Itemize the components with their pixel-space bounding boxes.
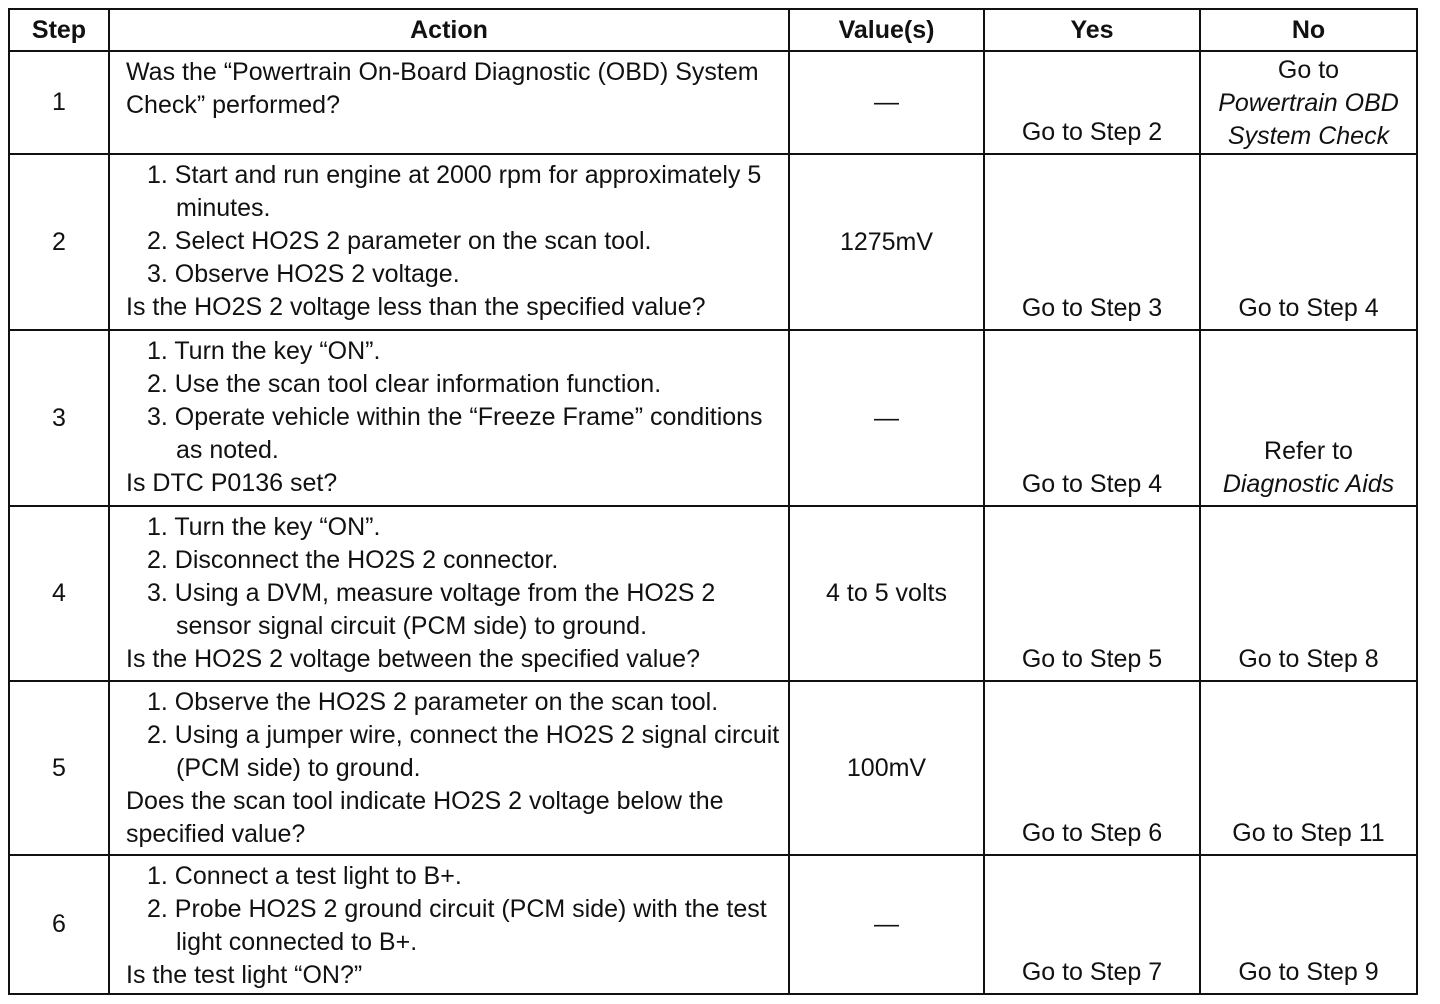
action-question: Is the HO2S 2 voltage between the specified value? (126, 645, 700, 673)
substep: 3. Using a DVM, measure voltage from the HO2S 2 sensor signal circuit (PCM side) to ground. (147, 579, 716, 640)
action-cell (109, 330, 789, 506)
step-number: 5 (9, 681, 109, 855)
substep: 2. Probe HO2S 2 ground circuit (PCM side) with the test light connected to B+. (147, 895, 767, 956)
no-reference-link[interactable]: Diagnostic Aids (1222, 470, 1395, 498)
substep-list (126, 860, 780, 959)
no-cell: Go to Step 9 (1200, 855, 1417, 994)
yes-cell: Go to Step 6 (984, 681, 1200, 855)
substep: 3. Operate vehicle within the “Freeze Frame” conditions as noted. (147, 403, 763, 464)
substep: 1. Turn the key “ON”. (147, 337, 381, 365)
substep-list (126, 686, 780, 785)
substep: 2. Disconnect the HO2S 2 connector. (147, 546, 559, 574)
substep: 1. Start and run engine at 2000 rpm for approximately 5 minutes. (147, 161, 762, 222)
no-cell: Go to Step 4 (1200, 154, 1417, 330)
step-number: 2 (9, 154, 109, 330)
table-row (9, 154, 1417, 330)
header-step: Step (9, 9, 109, 51)
value-cell: 100mV (789, 681, 984, 855)
yes-cell: Go to Step 5 (984, 506, 1200, 681)
diagnostic-table (8, 8, 1418, 995)
value-cell: — (789, 330, 984, 506)
action-cell (109, 51, 789, 154)
substep: 2. Select HO2S 2 parameter on the scan tool. (147, 227, 652, 255)
action-question: Was the “Powertrain On-Board Diagnostic (OBD) System Check” performed? (126, 58, 759, 119)
table-row (9, 330, 1417, 506)
yes-cell: Go to Step 3 (984, 154, 1200, 330)
substep: 3. Observe HO2S 2 voltage. (147, 260, 460, 288)
yes-cell: Go to Step 2 (984, 51, 1200, 154)
value-cell: 1275mV (789, 154, 984, 330)
no-cell (1200, 51, 1417, 154)
substep: 1. Observe the HO2S 2 parameter on the scan tool. (147, 688, 719, 716)
action-cell (109, 506, 789, 681)
header-action: Action (109, 9, 789, 51)
yes-cell: Go to Step 7 (984, 855, 1200, 994)
step-number: 4 (9, 506, 109, 681)
no-cell: Go to Step 8 (1200, 506, 1417, 681)
value-cell: 4 to 5 volts (789, 506, 984, 681)
header-yes: Yes (984, 9, 1200, 51)
substep: 1. Turn the key “ON”. (147, 513, 381, 541)
substep: 2. Use the scan tool clear information function. (147, 370, 662, 398)
header-row (9, 9, 1417, 51)
action-question: Is the test light “ON?” (126, 961, 363, 989)
table-row (9, 681, 1417, 855)
action-question: Is the HO2S 2 voltage less than the specified value? (126, 293, 706, 321)
table-row (9, 51, 1417, 154)
no-text: Refer to (1264, 437, 1353, 465)
substep-list (126, 335, 780, 467)
step-number: 6 (9, 855, 109, 994)
table-row (9, 506, 1417, 681)
substep-list (126, 159, 780, 291)
header-values: Value(s) (789, 9, 984, 51)
value-cell: — (789, 855, 984, 994)
header-no: No (1200, 9, 1417, 51)
no-text: Go to (1277, 56, 1340, 84)
yes-cell: Go to Step 4 (984, 330, 1200, 506)
action-cell (109, 681, 789, 855)
no-reference-link[interactable]: Powertrain OBD System Check (1218, 89, 1399, 150)
no-cell: Go to Step 11 (1200, 681, 1417, 855)
substep-list (126, 511, 780, 643)
action-cell (109, 855, 789, 994)
no-cell (1200, 330, 1417, 506)
action-question: Is DTC P0136 set? (126, 469, 338, 497)
substep: 2. Using a jumper wire, connect the HO2S 2 signal circuit (PCM side) to ground. (147, 721, 780, 782)
table-row (9, 855, 1417, 994)
substep: 1. Connect a test light to B+. (147, 862, 462, 890)
action-cell (109, 154, 789, 330)
action-question: Does the scan tool indicate HO2S 2 voltage below the specified value? (126, 787, 724, 848)
value-cell: — (789, 51, 984, 154)
step-number: 1 (9, 51, 109, 154)
step-number: 3 (9, 330, 109, 506)
